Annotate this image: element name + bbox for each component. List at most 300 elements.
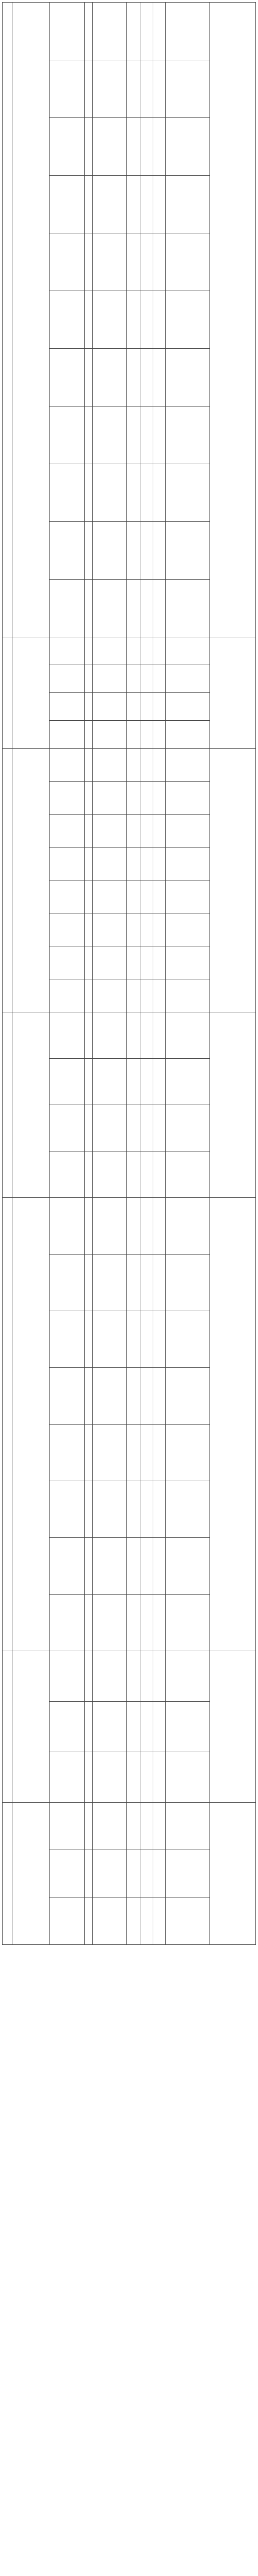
contact-cell bbox=[210, 3, 256, 637]
requirements-cell bbox=[165, 233, 210, 291]
table-row bbox=[3, 3, 256, 60]
headcount-cell bbox=[84, 665, 92, 693]
degree-cell bbox=[140, 721, 153, 749]
requirements-cell bbox=[165, 848, 210, 880]
age-cell bbox=[153, 749, 165, 782]
major-cell bbox=[93, 464, 126, 522]
headcount-cell bbox=[84, 233, 92, 291]
requirements-cell bbox=[165, 1012, 210, 1059]
requirements-cell bbox=[165, 1481, 210, 1538]
age-cell bbox=[153, 1198, 165, 1255]
position-cell bbox=[50, 233, 85, 291]
major-cell bbox=[93, 1850, 126, 1897]
major-cell bbox=[93, 406, 126, 464]
requirements-cell bbox=[165, 1850, 210, 1897]
position-cell bbox=[50, 1368, 85, 1425]
major-cell bbox=[93, 1425, 126, 1481]
age-cell bbox=[153, 118, 165, 176]
table-row bbox=[3, 1651, 256, 1702]
education-cell bbox=[126, 1368, 140, 1425]
position-cell bbox=[50, 721, 85, 749]
position-cell bbox=[50, 1651, 85, 1702]
major-cell bbox=[93, 665, 126, 693]
age-cell bbox=[153, 1425, 165, 1481]
age-cell bbox=[153, 665, 165, 693]
position-cell bbox=[50, 118, 85, 176]
major-cell bbox=[93, 60, 126, 118]
major-cell bbox=[93, 1651, 126, 1702]
degree-cell bbox=[140, 464, 153, 522]
position-cell bbox=[50, 1151, 85, 1198]
position-cell bbox=[50, 1752, 85, 1803]
degree-cell bbox=[140, 1651, 153, 1702]
requirements-cell bbox=[165, 291, 210, 349]
position-cell bbox=[50, 1012, 85, 1059]
age-cell bbox=[153, 580, 165, 637]
contact-cell bbox=[210, 1803, 256, 1945]
requirements-cell bbox=[165, 815, 210, 848]
headcount-cell bbox=[84, 580, 92, 637]
headcount-cell bbox=[84, 406, 92, 464]
requirements-cell bbox=[165, 3, 210, 60]
position-cell bbox=[50, 464, 85, 522]
education-cell bbox=[126, 749, 140, 782]
age-cell bbox=[153, 693, 165, 721]
headcount-cell bbox=[84, 60, 92, 118]
major-cell bbox=[93, 1752, 126, 1803]
degree-cell bbox=[140, 176, 153, 233]
headcount-cell bbox=[84, 848, 92, 880]
degree-cell bbox=[140, 1702, 153, 1752]
education-cell bbox=[126, 349, 140, 406]
age-cell bbox=[153, 913, 165, 946]
degree-cell bbox=[140, 1198, 153, 1255]
requirements-cell bbox=[165, 1425, 210, 1481]
age-cell bbox=[153, 1752, 165, 1803]
requirements-cell bbox=[165, 1368, 210, 1425]
position-cell bbox=[50, 1059, 85, 1105]
education-cell bbox=[126, 3, 140, 60]
position-cell bbox=[50, 291, 85, 349]
dept-name-cell bbox=[12, 1198, 49, 1651]
age-cell bbox=[153, 1481, 165, 1538]
headcount-cell bbox=[84, 3, 92, 60]
requirements-cell bbox=[165, 349, 210, 406]
headcount-cell bbox=[84, 815, 92, 848]
degree-cell bbox=[140, 1538, 153, 1595]
age-cell bbox=[153, 637, 165, 665]
degree-cell bbox=[140, 291, 153, 349]
education-cell bbox=[126, 848, 140, 880]
position-cell bbox=[50, 349, 85, 406]
degree-cell bbox=[140, 946, 153, 979]
major-cell bbox=[93, 637, 126, 665]
requirements-cell bbox=[165, 637, 210, 665]
requirements-cell bbox=[165, 118, 210, 176]
education-cell bbox=[126, 913, 140, 946]
degree-cell bbox=[140, 880, 153, 913]
requirements-cell bbox=[165, 464, 210, 522]
contact-cell bbox=[210, 637, 256, 749]
degree-cell bbox=[140, 118, 153, 176]
major-cell bbox=[93, 291, 126, 349]
education-cell bbox=[126, 176, 140, 233]
position-cell bbox=[50, 880, 85, 913]
recruitment-table bbox=[2, 2, 256, 1945]
headcount-cell bbox=[84, 1595, 92, 1651]
age-cell bbox=[153, 1651, 165, 1702]
position-cell bbox=[50, 60, 85, 118]
age-cell bbox=[153, 1105, 165, 1151]
position-cell bbox=[50, 406, 85, 464]
education-cell bbox=[126, 1803, 140, 1850]
position-cell bbox=[50, 580, 85, 637]
headcount-cell bbox=[84, 913, 92, 946]
major-cell bbox=[93, 233, 126, 291]
education-cell bbox=[126, 1105, 140, 1151]
age-cell bbox=[153, 1897, 165, 1945]
position-cell bbox=[50, 1198, 85, 1255]
headcount-cell bbox=[84, 464, 92, 522]
education-cell bbox=[126, 693, 140, 721]
requirements-cell bbox=[165, 665, 210, 693]
major-cell bbox=[93, 1198, 126, 1255]
contact-cell bbox=[210, 749, 256, 1012]
major-cell bbox=[93, 880, 126, 913]
requirements-cell bbox=[165, 1059, 210, 1105]
requirements-cell bbox=[165, 721, 210, 749]
education-cell bbox=[126, 815, 140, 848]
major-cell bbox=[93, 1368, 126, 1425]
requirements-cell bbox=[165, 913, 210, 946]
major-cell bbox=[93, 1897, 126, 1945]
headcount-cell bbox=[84, 1425, 92, 1481]
dept-number-cell bbox=[3, 3, 12, 637]
major-cell bbox=[93, 1255, 126, 1311]
age-cell bbox=[153, 1151, 165, 1198]
major-cell bbox=[93, 1059, 126, 1105]
table-row bbox=[3, 749, 256, 782]
education-cell bbox=[126, 1850, 140, 1897]
education-cell bbox=[126, 1425, 140, 1481]
position-cell bbox=[50, 1255, 85, 1311]
major-cell bbox=[93, 848, 126, 880]
major-cell bbox=[93, 946, 126, 979]
position-cell bbox=[50, 176, 85, 233]
contact-cell bbox=[210, 1651, 256, 1803]
headcount-cell bbox=[84, 1538, 92, 1595]
requirements-cell bbox=[165, 580, 210, 637]
education-cell bbox=[126, 1059, 140, 1105]
major-cell bbox=[93, 1702, 126, 1752]
major-cell bbox=[93, 522, 126, 580]
age-cell bbox=[153, 1538, 165, 1595]
major-cell bbox=[93, 815, 126, 848]
headcount-cell bbox=[84, 1198, 92, 1255]
education-cell bbox=[126, 1651, 140, 1702]
education-cell bbox=[126, 880, 140, 913]
major-cell bbox=[93, 3, 126, 60]
dept-number-cell bbox=[3, 749, 12, 1012]
degree-cell bbox=[140, 1850, 153, 1897]
requirements-cell bbox=[165, 979, 210, 1012]
position-cell bbox=[50, 1803, 85, 1850]
requirements-cell bbox=[165, 880, 210, 913]
position-cell bbox=[50, 848, 85, 880]
dept-name-cell bbox=[12, 1651, 49, 1803]
requirements-cell bbox=[165, 1702, 210, 1752]
position-cell bbox=[50, 815, 85, 848]
education-cell bbox=[126, 979, 140, 1012]
position-cell bbox=[50, 1897, 85, 1945]
degree-cell bbox=[140, 1425, 153, 1481]
headcount-cell bbox=[84, 1803, 92, 1850]
degree-cell bbox=[140, 233, 153, 291]
position-cell bbox=[50, 1850, 85, 1897]
dept-name-cell bbox=[12, 637, 49, 749]
degree-cell bbox=[140, 1105, 153, 1151]
degree-cell bbox=[140, 1151, 153, 1198]
requirements-cell bbox=[165, 1198, 210, 1255]
education-cell bbox=[126, 1151, 140, 1198]
headcount-cell bbox=[84, 1897, 92, 1945]
position-cell bbox=[50, 749, 85, 782]
headcount-cell bbox=[84, 1105, 92, 1151]
degree-cell bbox=[140, 637, 153, 665]
age-cell bbox=[153, 522, 165, 580]
age-cell bbox=[153, 349, 165, 406]
headcount-cell bbox=[84, 349, 92, 406]
requirements-cell bbox=[165, 1651, 210, 1702]
position-cell bbox=[50, 1311, 85, 1368]
dept-number-cell bbox=[3, 1198, 12, 1651]
education-cell bbox=[126, 946, 140, 979]
position-cell bbox=[50, 665, 85, 693]
major-cell bbox=[93, 1803, 126, 1850]
headcount-cell bbox=[84, 1311, 92, 1368]
age-cell bbox=[153, 880, 165, 913]
position-cell bbox=[50, 1702, 85, 1752]
education-cell bbox=[126, 1255, 140, 1311]
headcount-cell bbox=[84, 637, 92, 665]
major-cell bbox=[93, 721, 126, 749]
education-cell bbox=[126, 464, 140, 522]
age-cell bbox=[153, 1311, 165, 1368]
major-cell bbox=[93, 979, 126, 1012]
headcount-cell bbox=[84, 946, 92, 979]
position-cell bbox=[50, 1105, 85, 1151]
position-cell bbox=[50, 946, 85, 979]
education-cell bbox=[126, 60, 140, 118]
degree-cell bbox=[140, 349, 153, 406]
dept-number-cell bbox=[3, 1012, 12, 1198]
education-cell bbox=[126, 291, 140, 349]
education-cell bbox=[126, 1595, 140, 1651]
headcount-cell bbox=[84, 1151, 92, 1198]
degree-cell bbox=[140, 782, 153, 815]
headcount-cell bbox=[84, 522, 92, 580]
degree-cell bbox=[140, 913, 153, 946]
education-cell bbox=[126, 580, 140, 637]
requirements-cell bbox=[165, 1311, 210, 1368]
degree-cell bbox=[140, 979, 153, 1012]
headcount-cell bbox=[84, 721, 92, 749]
degree-cell bbox=[140, 1368, 153, 1425]
headcount-cell bbox=[84, 979, 92, 1012]
position-cell bbox=[50, 637, 85, 665]
degree-cell bbox=[140, 848, 153, 880]
position-cell bbox=[50, 979, 85, 1012]
position-cell bbox=[50, 1538, 85, 1595]
requirements-cell bbox=[165, 1595, 210, 1651]
degree-cell bbox=[140, 3, 153, 60]
headcount-cell bbox=[84, 1368, 92, 1425]
degree-cell bbox=[140, 1595, 153, 1651]
degree-cell bbox=[140, 580, 153, 637]
degree-cell bbox=[140, 1012, 153, 1059]
education-cell bbox=[126, 118, 140, 176]
age-cell bbox=[153, 3, 165, 60]
education-cell bbox=[126, 1012, 140, 1059]
age-cell bbox=[153, 1059, 165, 1105]
major-cell bbox=[93, 1012, 126, 1059]
headcount-cell bbox=[84, 693, 92, 721]
degree-cell bbox=[140, 1311, 153, 1368]
education-cell bbox=[126, 721, 140, 749]
table-body bbox=[3, 3, 256, 1945]
dept-name-cell bbox=[12, 1803, 49, 1945]
headcount-cell bbox=[84, 1059, 92, 1105]
headcount-cell bbox=[84, 1481, 92, 1538]
education-cell bbox=[126, 406, 140, 464]
degree-cell bbox=[140, 1752, 153, 1803]
requirements-cell bbox=[165, 693, 210, 721]
position-cell bbox=[50, 522, 85, 580]
dept-name-cell bbox=[12, 1012, 49, 1198]
degree-cell bbox=[140, 1255, 153, 1311]
degree-cell bbox=[140, 693, 153, 721]
degree-cell bbox=[140, 406, 153, 464]
position-cell bbox=[50, 693, 85, 721]
headcount-cell bbox=[84, 1651, 92, 1702]
requirements-cell bbox=[165, 946, 210, 979]
degree-cell bbox=[140, 1897, 153, 1945]
headcount-cell bbox=[84, 749, 92, 782]
age-cell bbox=[153, 1702, 165, 1752]
major-cell bbox=[93, 913, 126, 946]
position-cell bbox=[50, 1425, 85, 1481]
major-cell bbox=[93, 1595, 126, 1651]
major-cell bbox=[93, 782, 126, 815]
major-cell bbox=[93, 176, 126, 233]
headcount-cell bbox=[84, 1702, 92, 1752]
age-cell bbox=[153, 1255, 165, 1311]
age-cell bbox=[153, 1595, 165, 1651]
requirements-cell bbox=[165, 1538, 210, 1595]
dept-name-cell bbox=[12, 3, 49, 637]
major-cell bbox=[93, 693, 126, 721]
requirements-cell bbox=[165, 1803, 210, 1850]
age-cell bbox=[153, 1012, 165, 1059]
requirements-cell bbox=[165, 1105, 210, 1151]
requirements-cell bbox=[165, 1255, 210, 1311]
position-cell bbox=[50, 3, 85, 60]
dept-number-cell bbox=[3, 1803, 12, 1945]
contact-cell bbox=[210, 1012, 256, 1198]
age-cell bbox=[153, 815, 165, 848]
table-row bbox=[3, 1198, 256, 1255]
major-cell bbox=[93, 1151, 126, 1198]
age-cell bbox=[153, 979, 165, 1012]
headcount-cell bbox=[84, 1255, 92, 1311]
contact-cell bbox=[210, 1198, 256, 1651]
age-cell bbox=[153, 782, 165, 815]
age-cell bbox=[153, 946, 165, 979]
table-row bbox=[3, 637, 256, 665]
degree-cell bbox=[140, 1481, 153, 1538]
degree-cell bbox=[140, 60, 153, 118]
headcount-cell bbox=[84, 1850, 92, 1897]
requirements-cell bbox=[165, 1752, 210, 1803]
requirements-cell bbox=[165, 1897, 210, 1945]
major-cell bbox=[93, 349, 126, 406]
age-cell bbox=[153, 233, 165, 291]
major-cell bbox=[93, 580, 126, 637]
headcount-cell bbox=[84, 880, 92, 913]
requirements-cell bbox=[165, 782, 210, 815]
age-cell bbox=[153, 1368, 165, 1425]
age-cell bbox=[153, 176, 165, 233]
age-cell bbox=[153, 406, 165, 464]
requirements-cell bbox=[165, 176, 210, 233]
age-cell bbox=[153, 464, 165, 522]
dept-name-cell bbox=[12, 749, 49, 1012]
table-row bbox=[3, 1012, 256, 1059]
education-cell bbox=[126, 1198, 140, 1255]
headcount-cell bbox=[84, 782, 92, 815]
headcount-cell bbox=[84, 176, 92, 233]
position-cell bbox=[50, 913, 85, 946]
education-cell bbox=[126, 522, 140, 580]
headcount-cell bbox=[84, 1752, 92, 1803]
education-cell bbox=[126, 637, 140, 665]
age-cell bbox=[153, 291, 165, 349]
major-cell bbox=[93, 1105, 126, 1151]
position-cell bbox=[50, 1481, 85, 1538]
headcount-cell bbox=[84, 1012, 92, 1059]
degree-cell bbox=[140, 522, 153, 580]
major-cell bbox=[93, 1538, 126, 1595]
degree-cell bbox=[140, 749, 153, 782]
education-cell bbox=[126, 1481, 140, 1538]
headcount-cell bbox=[84, 291, 92, 349]
age-cell bbox=[153, 60, 165, 118]
degree-cell bbox=[140, 1059, 153, 1105]
position-cell bbox=[50, 1595, 85, 1651]
headcount-cell bbox=[84, 118, 92, 176]
degree-cell bbox=[140, 815, 153, 848]
age-cell bbox=[153, 1803, 165, 1850]
education-cell bbox=[126, 1752, 140, 1803]
requirements-cell bbox=[165, 522, 210, 580]
requirements-cell bbox=[165, 749, 210, 782]
requirements-cell bbox=[165, 406, 210, 464]
major-cell bbox=[93, 1481, 126, 1538]
position-cell bbox=[50, 782, 85, 815]
education-cell bbox=[126, 1538, 140, 1595]
education-cell bbox=[126, 1702, 140, 1752]
table-row bbox=[3, 1803, 256, 1850]
